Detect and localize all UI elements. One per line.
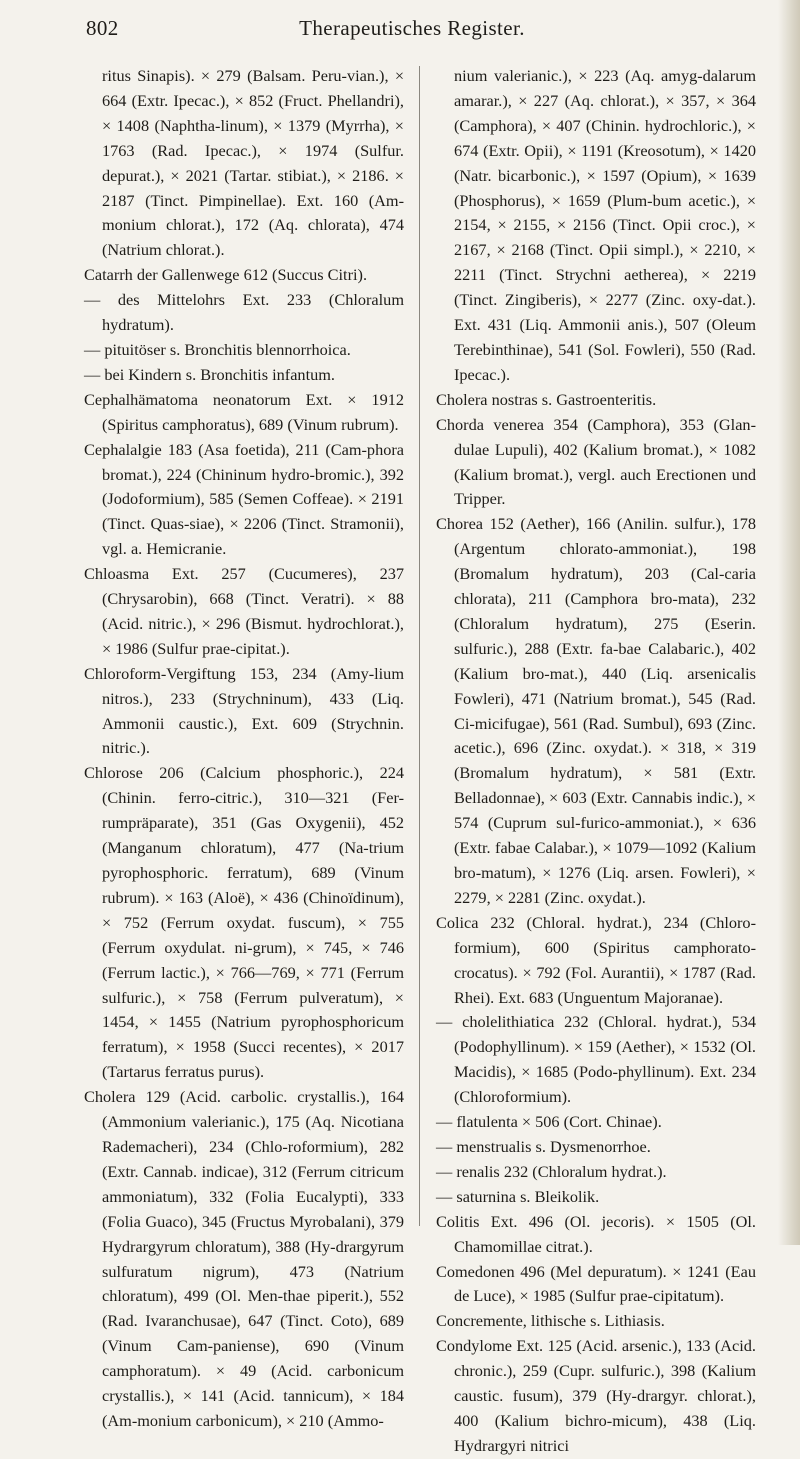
- left-column: [84, 64, 404, 1430]
- right-column: [436, 64, 756, 1455]
- index-entry: — pituitöser s. Bronchitis blennorrhoica.: [84, 339, 351, 359]
- index-entry: Chlorose 206 (Calcium phosphoric.), 224 (Chinin. ferro-citric.), 310—321 (Fer-rumpräparate), 351 (Gas Oxygenii), 452 (Manganum chloratum), 477 (Na-trium pyrophosphoric. ferratum), 689 (Vinum rubrum). × 163 (Aloë), × 436 (Chinoïdinum), × 752 (Ferrum oxydat. fuscum), × 755 (Ferrum oxydulat. ni-grum), × 745, × 746 (Ferrum lactic.), × 766—769, × 771 (Ferrum sulfuric.), × 758 (Ferrum pulveratum), × 1454, × 1455 (Natrium pyrophosphoricum ferratum), × 1958 (Succi recentes), × 2017 (Tartarus ferratus purus).: [84, 763, 404, 1082]
- index-entry: — flatulenta × 506 (Cort. Chinae).: [436, 1112, 662, 1132]
- index-entry: Catarrh der Gallenwege 612 (Succus Citri).: [84, 265, 368, 285]
- page-title: Therapeutisches Register.: [299, 16, 525, 40]
- index-entry: — menstrualis s. Dysmenorrhoe.: [436, 1136, 651, 1156]
- index-entry: ritus Sinapis). × 279 (Balsam. Peru-vian.), × 664 (Extr. Ipecac.), × 852 (Fruct. Phellandri), × 1408 (Naphtha-linum), × 1379 (Myrrha), × 1763 (Rad. Ipecac.), × 1974 (Sulfur. depurat.), × 2021 (Tartar. stibiat.), × 2186. × 2187 (Tinct. Pimpinellae). Ext. 160 (Am-monium chlorat.), 172 (Aq. chlorata), 474 (Natrium chlorat.).: [102, 66, 404, 260]
- index-entry: Chorda venerea 354 (Camphora), 353 (Glan-dulae Lupuli), 402 (Kalium bromat.), × 1082 (Kalium bromat.), vergl. auch Erectionen und Tripper.: [436, 414, 756, 509]
- index-entry: Cholera nostras s. Gastroenteritis.: [436, 389, 657, 409]
- page-edge-shadow: [778, 0, 800, 1245]
- index-entry: Chloroform-Vergiftung 153, 234 (Amy-lium nitros.), 233 (Strychninum), 433 (Liq. Ammonii caustic.), Ext. 609 (Strychnin. nitric.).: [84, 663, 404, 758]
- index-entry: Concremente, lithische s. Lithiasis.: [436, 1311, 665, 1331]
- index-entry: Cephalhämatoma neonatorum Ext. × 1912 (Spiritus camphoratus), 689 (Vinum rubrum).: [84, 389, 404, 434]
- index-entry: Cholera 129 (Acid. carbolic. crystallis.), 164 (Ammonium valerianic.), 175 (Aq. Nicotiana Rademacheri), 234 (Chlo-roformium), 282 (Extr. Cannab. indicae), 312 (Ferrum citricum ammoniatum), 332 (Folia Eucalypti), 333 (Folia Guaco), 345 (Fructus Myrobalani), 379 Hydrargyrum chloratum), 388 (Hy-drargyrum sulfuratum nigrum), 473 (Natrium chloratum), 499 (Ol. Men-thae piperit.), 552 (Rad. Ivaranchusae), 647 (Tinct. Coto), 689 (Vinum Cam-paniense), 690 (Vinum camphoratum). × 49 (Acid. carbonicum crystallis.), × 141 (Acid. tannicum), × 184 (Am-monium carbonicum), × 210 (Ammo-: [84, 1087, 404, 1430]
- index-entry: — bei Kindern s. Bronchitis infantum.: [84, 364, 335, 384]
- index-entry: Comedonen 496 (Mel depuratum). × 1241 (Eau de Luce), × 1985 (Sulfur prae-cipitatum).: [436, 1261, 756, 1306]
- index-entry: nium valerianic.), × 223 (Aq. amyg-dalarum amarar.), × 227 (Aq. chlorat.), × 357, × 364 (Camphora), × 407 (Chinin. hydrochloric.), × 674 (Extr. Opii), × 1191 (Kreosotum), × 1420 (Natr. bicarbonic.), × 1597 (Opium), × 1639 (Phosphorus), × 1659 (Plum-bum acetic.), × 2154, × 2155, × 2156 (Tinct. Opii croc.), × 2167, × 2168 (Tinct. Opii simpl.), × 2210, × 2211 (Tinct. Strychni aetherea), × 2219 (Tinct. Zingiberis), × 2277 (Zinc. oxy-dat.). Ext. 431 (Liq. Ammonii anis.), 507 (Oleum Terebinthinae), 541 (Sol. Fowleri), 550 (Rad. Ipecac.).: [454, 66, 756, 384]
- page-number: 802: [86, 16, 119, 40]
- index-entry: — cholelithiatica 232 (Chloral. hydrat.), 534 (Podophyllinum). × 159 (Aether), × 1532 (Ol. Macidis), × 1685 (Podo-phyllinum). Ext. 234 (Chloroformium).: [436, 1012, 756, 1107]
- index-entry: Colitis Ext. 496 (Ol. jecoris). × 1505 (Ol. Chamomillae citrat.).: [436, 1211, 756, 1256]
- index-entry: Cephalalgie 183 (Asa foetida), 211 (Cam-phora bromat.), 224 (Chininum hydro-bromic.), 392 (Jodoformium), 585 (Semen Coffeae). × 2191 (Tinct. Quas-siae), × 2206 (Tinct. Stramonii), vgl. a. Hemicranie.: [84, 439, 404, 559]
- index-entry: Chorea 152 (Aether), 166 (Anilin. sulfur.), 178 (Argentum chlorato-ammoniat.), 198 (Bromalum hydratum), 203 (Cal-caria chlorata), 211 (Camphora bro-mata), 232 (Chloralum hydratum), 275 (Eserin. sulfuric.), 288 (Extr. fa-bae Calabaric.), 402 (Kalium bro-mat.), 440 (Liq. arsenicalis Fowleri), 471 (Natrium bromat.), 545 (Rad. Ci-micifugae), 561 (Rad. Sumbul), 693 (Zinc. acetic.), 696 (Zinc. oxydat.). × 318, × 319 (Bromalum hydratum), × 581 (Extr. Belladonnae), × 603 (Extr. Cannabis indic.), × 574 (Cuprum sul-furico-ammoniat.), × 636 (Extr. fabae Calabar.), × 1079—1092 (Kalium bro-matum), × 1276 (Liq. arsen. Fowleri), × 2279, × 2281 (Zinc. oxydat.).: [436, 514, 756, 907]
- index-entry: Chloasma Ext. 257 (Cucumeres), 237 (Chrysarobin), 668 (Tinct. Veratri). × 88 (Acid. nitric.), × 296 (Bismut. hydrochlorat.), × 1986 (Sulfur prae-cipitat.).: [84, 564, 404, 658]
- index-entry: — saturnina s. Bleikolik.: [436, 1186, 600, 1206]
- index-entry: Condylome Ext. 125 (Acid. arsenic.), 133 (Acid. chronic.), 259 (Cupr. sulfuric.), 398 (Kalium caustic. fusum), 379 (Hy-drargyr. chlorat.), 400 (Kalium bichro-micum), 438 (Liq. Hydrargyri nitrici: [436, 1336, 756, 1455]
- index-entry: — des Mittelohrs Ext. 233 (Chloralum hydratum).: [84, 290, 404, 335]
- page-header: [62, 12, 762, 46]
- index-entry: — renalis 232 (Chloralum hydrat.).: [436, 1161, 667, 1181]
- column-divider: [419, 66, 420, 1226]
- index-entry: Colica 232 (Chloral. hydrat.), 234 (Chloro-formium), 600 (Spiritus camphorato-crocatus). × 792 (Fol. Aurantii), × 1787 (Rad. Rhei). Ext. 683 (Unguentum Majoranae).: [436, 912, 756, 1007]
